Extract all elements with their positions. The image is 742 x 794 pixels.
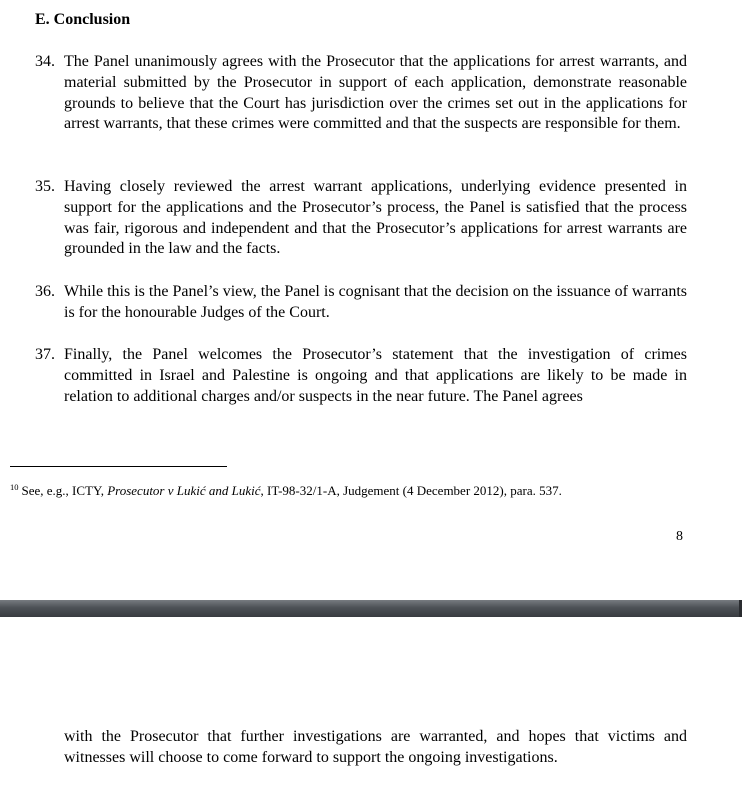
paragraph-text: Having closely reviewed the arrest warrant applications, underlying evidence presented in support for the applications and the Prosecutor’s process, the Panel is satisfied that the process was fair, rigorous and independent and that the Prosecutor’s applications for arrest warrants are grounded in the law and the facts. — [64, 178, 687, 258]
paragraph-text: While this is the Panel’s view, the Panel is cognisant that the decision on the issuance of warrants is for the honourable Judges of the Court. — [64, 283, 687, 321]
footnote-separator — [10, 466, 227, 467]
footnote-case-title: Prosecutor v Lukić and Lukić — [107, 483, 261, 498]
footnote-marker: 10 — [10, 482, 19, 492]
paragraph-number: 36. — [35, 283, 55, 300]
paragraph-number: 37. — [35, 346, 55, 363]
paragraph-number: 35. — [35, 178, 55, 195]
paragraph-37 — [35, 345, 687, 407]
paragraph-text: Finally, the Panel welcomes the Prosecutor’s statement that the investigation of crimes committed in Israel and Palestine is ongoing and that applications are likely to be made in relation to additional charges and/or suspects in the near future. The Panel agrees — [64, 346, 687, 405]
footnote-10 — [10, 478, 730, 500]
paragraph-36 — [35, 282, 687, 324]
page-separator — [0, 600, 742, 617]
paragraph-35 — [35, 177, 687, 260]
section-heading: E. Conclusion — [35, 11, 131, 28]
footnote-prefix: See, e.g., ICTY, — [21, 483, 108, 498]
paragraph-text: The Panel unanimously agrees with the Prosecutor that the applications for arrest warrants, and material submitted by the Prosecutor in support of each application, demonstrate reasonable grounds to believe that the Court has jurisdiction over the crimes set out in the applications for arrest warrants, that these crimes were committed and that the suspects are responsible for them. — [64, 53, 687, 133]
document-page-9 — [0, 617, 742, 794]
paragraph-number: 34. — [35, 53, 55, 70]
footnote-suffix: , IT-98-32/1-A, Judgement (4 December 2012), para. 537. — [260, 483, 562, 498]
paragraph-34 — [35, 52, 687, 135]
paragraph-37-continuation: with the Prosecutor that further investigations are warranted, and hopes that victims and witnesses will choose to come forward to support the ongoing investigations. — [64, 728, 687, 766]
page-number: 8 — [676, 529, 683, 544]
